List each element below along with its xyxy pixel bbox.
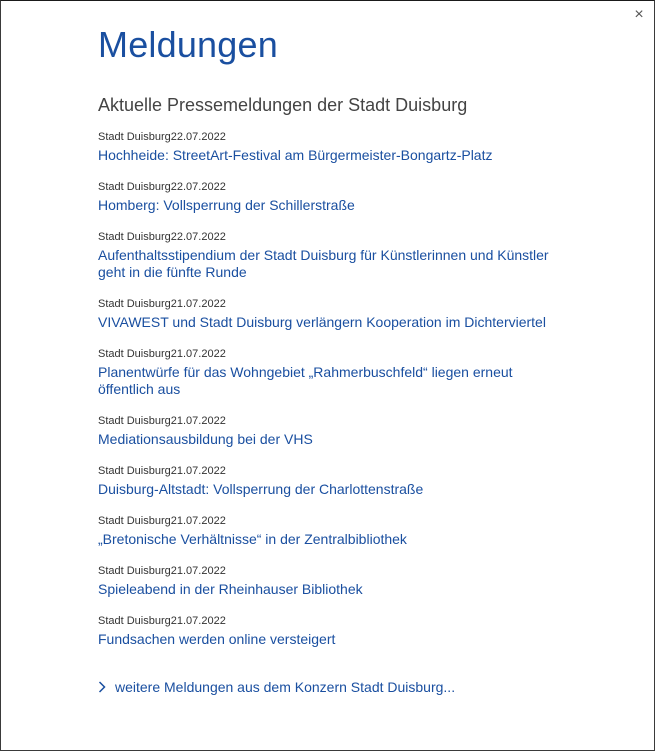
news-date: 21.07.2022: [170, 465, 226, 477]
news-source: Stadt Duisburg: [98, 348, 171, 360]
news-meta: [98, 465, 568, 478]
news-date: 22.07.2022: [170, 181, 226, 193]
news-headline-link[interactable]: Fundsachen werden online versteigert: [98, 631, 336, 647]
news-source: Stadt Duisburg: [98, 231, 171, 243]
list-item: [98, 231, 568, 281]
news-date: 21.07.2022: [170, 415, 226, 427]
news-meta: [98, 515, 568, 528]
news-headline-link[interactable]: Duisburg-Altstadt: Vollsperrung der Charlottenstraße: [98, 481, 424, 497]
news-headline-link[interactable]: Homberg: Vollsperrung der Schillerstraße: [98, 197, 355, 213]
list-item: [98, 298, 568, 331]
dialog-content: [98, 23, 568, 665]
news-date: 21.07.2022: [170, 298, 226, 310]
news-headline-link[interactable]: Hochheide: StreetArt-Festival am Bürgermeister-Bongartz-Platz: [98, 147, 493, 163]
list-item: [98, 615, 568, 648]
more-news-link[interactable]: [98, 679, 455, 695]
news-date: 21.07.2022: [170, 515, 226, 527]
news-headline-link[interactable]: Planentwürfe für das Wohngebiet „Rahmerbuschfeld“ liegen erneut öffentlich aus: [98, 364, 513, 397]
news-source: Stadt Duisburg: [98, 515, 171, 527]
list-item: [98, 565, 568, 598]
news-headline-link[interactable]: Mediationsausbildung bei der VHS: [98, 431, 313, 447]
news-meta: [98, 615, 568, 628]
list-item: [98, 415, 568, 448]
news-meta: [98, 415, 568, 428]
chevron-right-icon: [98, 681, 106, 693]
news-source: Stadt Duisburg: [98, 181, 171, 193]
more-news-label: weitere Meldungen aus dem Konzern Stadt Duisburg...: [115, 679, 456, 695]
list-item: [98, 131, 568, 164]
news-headline-link[interactable]: „Bretonische Verhältnisse“ in der Zentralbibliothek: [98, 531, 407, 547]
close-icon[interactable]: ×: [634, 6, 644, 23]
news-meta: [98, 231, 568, 244]
news-date: 21.07.2022: [170, 615, 226, 627]
news-meta: [98, 565, 568, 578]
news-headline-link[interactable]: Spieleabend in der Rheinhauser Bibliothek: [98, 581, 363, 597]
list-item: [98, 348, 568, 398]
news-source: Stadt Duisburg: [98, 415, 171, 427]
news-date: 22.07.2022: [170, 231, 226, 243]
news-source: Stadt Duisburg: [98, 298, 171, 310]
news-list: [98, 131, 568, 648]
section-title: Aktuelle Pressemeldungen der Stadt Duisburg: [98, 95, 468, 115]
news-headline-link[interactable]: VIVAWEST und Stadt Duisburg verlängern Kooperation im Dichterviertel: [98, 314, 546, 330]
list-item: [98, 181, 568, 214]
news-date: 21.07.2022: [170, 565, 226, 577]
news-source: Stadt Duisburg: [98, 565, 171, 577]
news-date: 21.07.2022: [170, 348, 226, 360]
list-item: [98, 465, 568, 498]
news-source: Stadt Duisburg: [98, 465, 171, 477]
news-source: Stadt Duisburg: [98, 615, 171, 627]
page-title: Meldungen: [98, 24, 278, 65]
news-source: Stadt Duisburg: [98, 131, 171, 143]
news-meta: [98, 131, 568, 144]
news-date: 22.07.2022: [170, 131, 226, 143]
list-item: [98, 515, 568, 548]
news-headline-link[interactable]: Aufenthaltsstipendium der Stadt Duisburg für Künstlerinnen und Künstler geht in die fünfte Runde: [98, 247, 549, 280]
news-meta: [98, 348, 568, 361]
news-meta: [98, 298, 568, 311]
news-meta: [98, 181, 568, 194]
